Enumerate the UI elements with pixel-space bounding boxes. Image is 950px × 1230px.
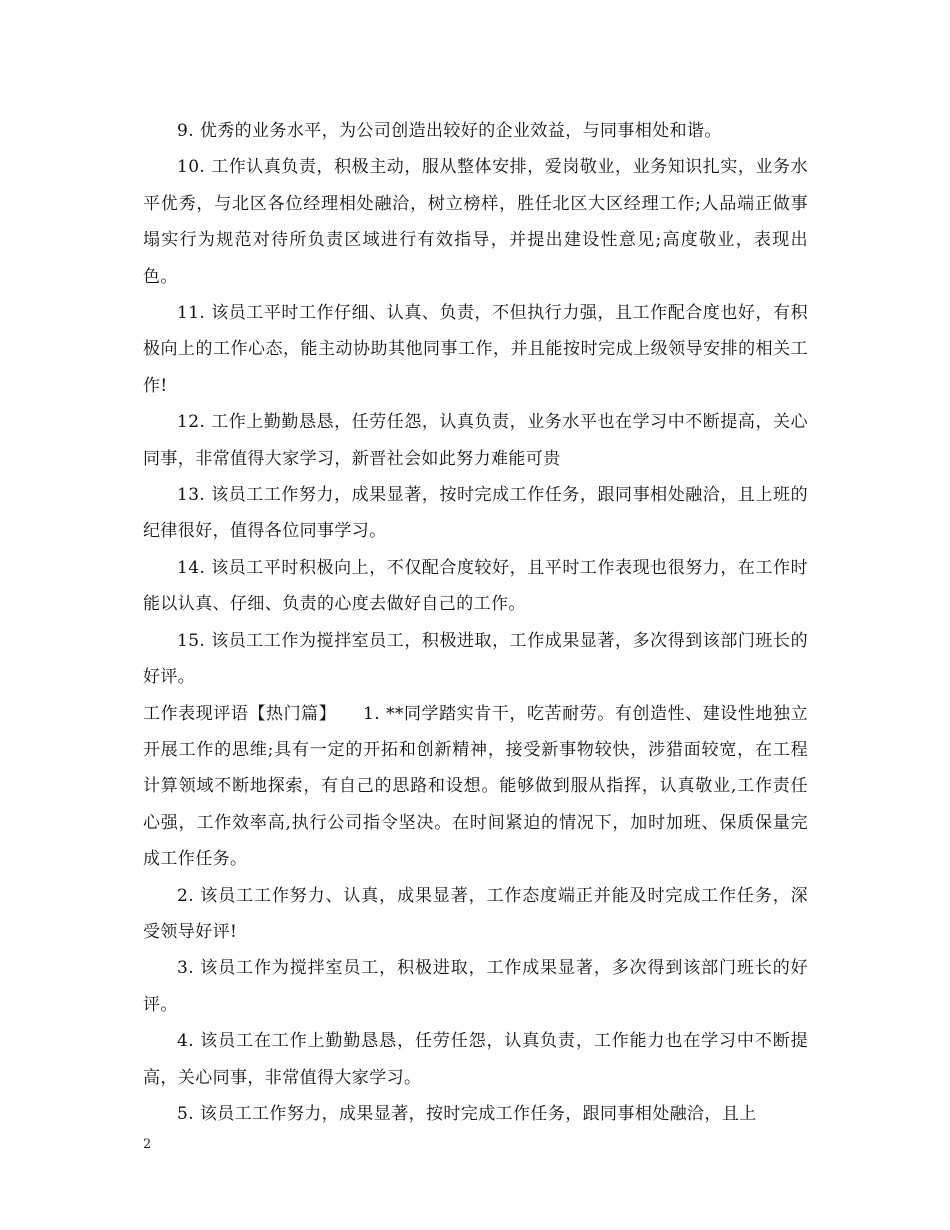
page-number: 2 — [143, 1137, 152, 1152]
paragraph-item-3: 3. 该员工作为搅拌室员工，积极进取，工作成果显著，多次得到该部门班长的好评。 — [143, 958, 808, 1015]
paragraph-item-2: 2. 该员工工作努力、认真，成果显著，工作态度端正并能及时完成工作任务，深受领导好评! — [143, 885, 808, 942]
paragraph-item-9: 9. 优秀的业务水平，为公司创造出较好的企业效益，与同事相处和谐。 — [177, 121, 722, 141]
paragraph-item-12: 12. 工作上勤勤恳恳，任劳任怨，认真负责，业务水平也在学习中不断提高，关心同事，非常值得大家学习，新晋社会如此努力难能可贵 — [143, 412, 808, 469]
paragraph-item-4: 4. 该员工在工作上勤勤恳恳，任劳任怨，认真负责，工作能力也在学习中不断提高，关心同事，非常值得大家学习。 — [143, 1031, 808, 1088]
document-body — [143, 113, 808, 1132]
paragraph-item-5: 5. 该员工工作努力，成果显著，按时完成工作任务，跟同事相处融洽，且上 — [177, 1103, 757, 1124]
paragraph-item-10: 10. 工作认真负责，积极主动，服从整体安排，爱岗敬业，业务知识扎实，业务水平优秀，与北区各位经理相处融洽，树立榜样，胜任北区大区经理工作;人品端正做事塌实行为规范对待所负责区域进行有效指导，并提出建设性意见;高度敬业，表现出色。 — [143, 157, 808, 287]
paragraph-item-15: 15. 该员工工作为搅拌室员工，积极进取，工作成果显著，多次得到该部门班长的好评。 — [143, 630, 808, 688]
paragraph-item-14: 14. 该员工平时积极向上，不仅配合度较好，且平时工作表现也很努力，在工作时能以认真、仔细、负责的心度去做好自己的工作。 — [143, 557, 808, 615]
paragraph-item-11: 11. 该员工平时工作仔细、认真、负责，不但执行力强，且工作配合度也好，有积极向上的工作心态，能主动协助其他同事工作，并且能按时完成上级领导安排的相关工作! — [143, 303, 808, 396]
paragraph-item-13: 13. 该员工工作努力，成果显著，按时完成工作任务，跟同事相处融洽，且上班的纪律很好，值得各位同事学习。 — [143, 485, 808, 542]
section-heading-paragraph: 工作表现评语【热门篇】 1. **同学踏实肯干，吃苦耐劳。有创造性、建设性地独立开展工作的思维;具有一定的开拓和创新精神，接受新事物较快，涉猎面较宽，在工程计算领域不断地探索，有自己的思路和设想。能够做到服从指挥，认真敬业,工作责任心强，工作效率高,执行公司指令坚决。在时间紧迫的情况下，加时加班、保质保量完成工作任务。 — [143, 703, 808, 870]
